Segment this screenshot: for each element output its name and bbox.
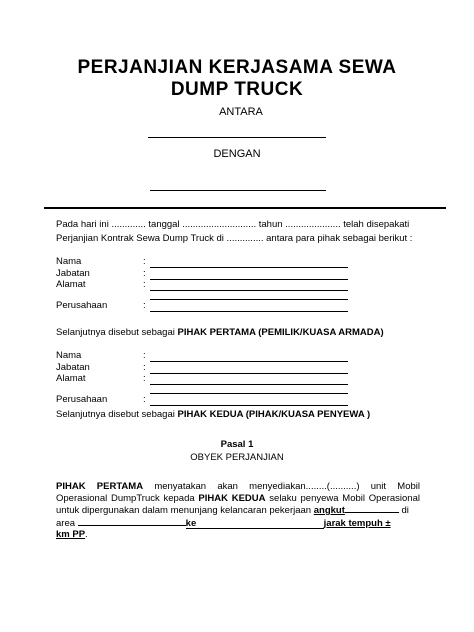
party2-perusahaan-field[interactable] [150, 405, 348, 406]
clause-km-pp: km PP [56, 529, 86, 540]
clause-text2b: selaku penyewa Mobil Operasional [265, 492, 420, 504]
intro-line2: Perjanjian Kontrak Sewa Dump Truck di .............. antara para pihak sebagai berikut : [56, 233, 413, 244]
party2-jabatan-colon: : [143, 362, 146, 373]
party2-jabatan-field[interactable] [150, 373, 348, 374]
party1-alamat-field-2[interactable] [150, 299, 348, 300]
party1-nama-label: Nama [56, 256, 82, 267]
intro-line1: Pada hari ini ............. tanggal ............................ tahun ..................... telah disepakati [56, 219, 410, 230]
party2-jabatan-label: Jabatan [56, 362, 90, 373]
clause-line4 [56, 517, 420, 530]
clause-area-blank[interactable] [78, 517, 186, 526]
party2-alamat-label: Alamat [56, 373, 86, 384]
party2-designation-label: PIHAK KEDUA (PIHAK/KUASA PENYEWA ) [177, 409, 371, 420]
party1-nama-colon: : [143, 256, 146, 267]
clause-line5 [56, 529, 420, 541]
party1-designation-prefix: Selanjutnya disebut sebagai [56, 327, 175, 338]
clause-text3b: di [398, 505, 409, 516]
clause-pihak-pertama: PIHAK PERTAMA [56, 481, 144, 492]
party2-nama-field[interactable] [150, 361, 348, 362]
clause-jarak: jarak tempuh ± [323, 517, 391, 529]
party2-designation [56, 409, 370, 420]
party2-alamat-field-2[interactable] [150, 393, 348, 394]
clause-paragraph [56, 481, 420, 541]
clause-text4a: area [56, 517, 78, 529]
clause-ke [186, 518, 324, 529]
party2-designation-prefix: Selanjutnya disebut sebagai [56, 409, 175, 420]
pasal-title: Pasal 1 [220, 439, 254, 450]
party1-perusahaan-colon: : [143, 300, 146, 311]
clause-line1 [56, 481, 420, 493]
clause-text3a: untuk dipergunakan dalam menunjang kelancaran pekerjaan [56, 505, 314, 516]
party2-nama-colon: : [143, 350, 146, 361]
party2-perusahaan-colon: : [143, 394, 146, 405]
party1-jabatan-field[interactable] [150, 279, 348, 280]
clause-angkut-blank[interactable] [345, 504, 399, 513]
antara-label: ANTARA [219, 106, 263, 118]
document-title-line1: PERJANJIAN KERJASAMA SEWA [77, 57, 397, 78]
party1-designation-label: PIHAK PERTAMA (PEMILIK/KUASA ARMADA) [177, 327, 384, 338]
dengan-label: DENGAN [213, 148, 261, 160]
party1-alamat-label: Alamat [56, 279, 86, 290]
party1-jabatan-colon: : [143, 268, 146, 279]
party1-alamat-field[interactable] [150, 290, 348, 291]
clause-line3 [56, 504, 420, 517]
pasal-subtitle: OBYEK PERJANJIAN [190, 452, 284, 463]
party1-nama-field[interactable] [150, 267, 348, 268]
party2-alamat-colon: : [143, 373, 146, 384]
party1-alamat-colon: : [143, 279, 146, 290]
party2-perusahaan-label: Perusahaan [56, 394, 108, 405]
clause-angkut: angkut [313, 505, 345, 516]
header-divider [44, 207, 446, 209]
clause-text1: menyatakan akan menyediakan........(..........) unit Mobil [143, 481, 421, 492]
clause-ke-text: ke [185, 517, 197, 529]
party2-name-line [150, 190, 326, 191]
clause-text2a: Operasional DumpTruck kepada [56, 492, 199, 504]
party1-perusahaan-label: Perusahaan [56, 300, 108, 311]
clause-line2 [56, 493, 420, 505]
party1-jabatan-label: Jabatan [56, 268, 90, 279]
clause-period: . [85, 529, 88, 540]
document-title-line2: DUMP TRUCK [170, 79, 304, 100]
party2-nama-label: Nama [56, 350, 82, 361]
party2-alamat-field[interactable] [150, 384, 348, 385]
party1-perusahaan-field[interactable] [150, 311, 348, 312]
party1-name-line [148, 137, 326, 138]
clause-pihak-kedua: PIHAK KEDUA [198, 492, 266, 504]
party1-designation [56, 327, 384, 338]
